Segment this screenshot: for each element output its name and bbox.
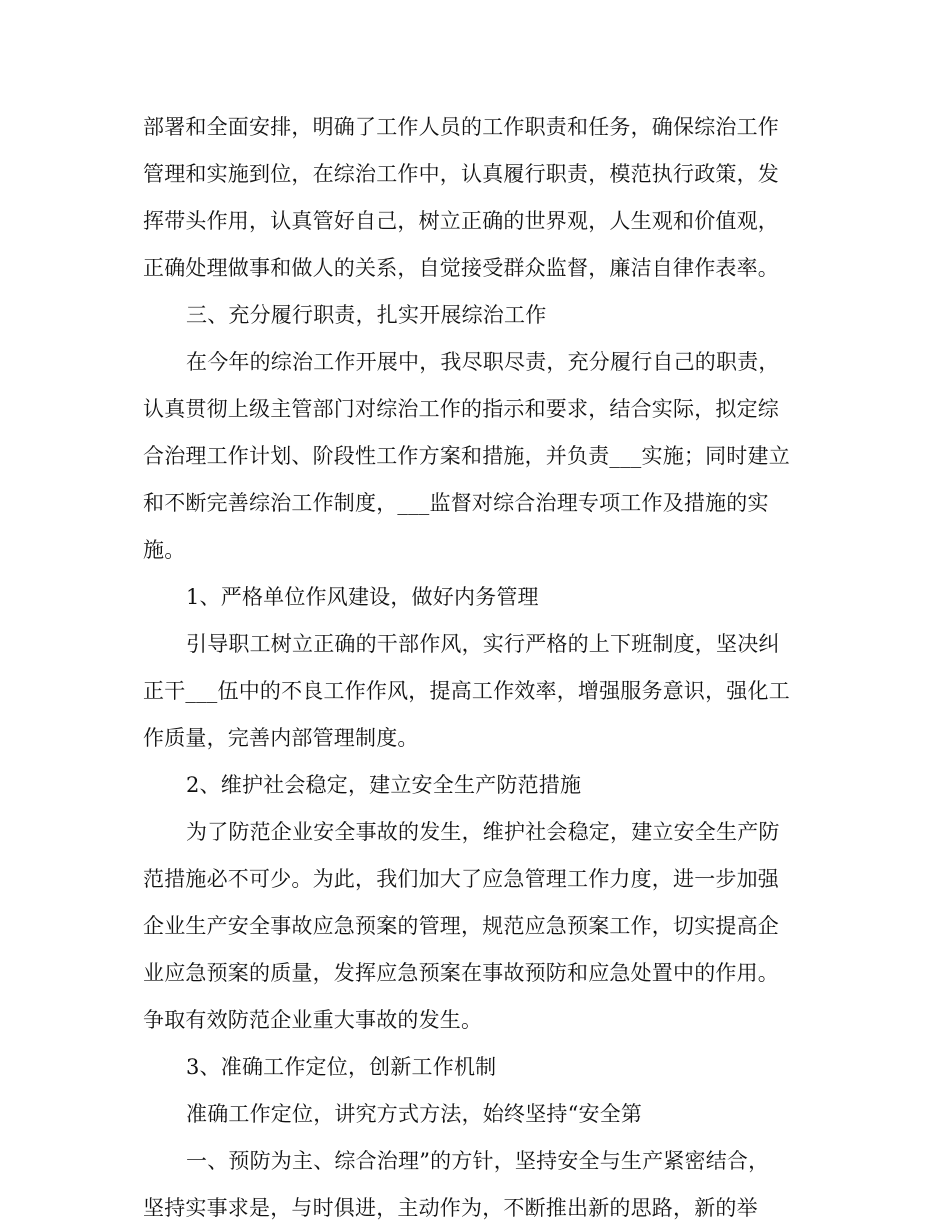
document-body [143,104,823,1232]
paragraph-first-line: 引导职工树立正确的干部作风，实行严格的上下班制度，坚决纠 [186,632,780,656]
paragraph-line: 正干___伍中的不良工作作风，提高工作效率，增强服务意识，强化工 [143,679,790,703]
paragraph-line: 和不断完善综治工作制度，___监督对综合治理专项工作及措施的实 [143,491,769,515]
paragraph-line: 施。 [143,538,186,562]
paragraph-first-line: 三、充分履行职责，扎实开展综治工作 [186,303,547,327]
paragraph-line: 业应急预案的质量，发挥应急预案在事故预防和应急处置中的作用。 [143,961,779,985]
paragraph-first-line: 2、维护社会稳定，建立安全生产防范措施 [186,773,582,797]
paragraph-first-line: 为了防范企业安全事故的发生，维护社会稳定，建立安全生产防 [186,820,780,844]
paragraph-first-line: 1、严格单位作风建设，做好内务管理 [186,585,539,609]
paragraph-first-line: 在今年的综治工作开展中，我尽职尽责，充分履行自己的职责， [186,350,780,374]
paragraph-first-line: 一、预防为主、综合治理”的方针，坚持安全与生产紧密结合， [186,1149,770,1173]
paragraph-first-line: 3、准确工作定位，创新工作机制 [186,1055,497,1079]
paragraph-line: 管理和实施到位，在综治工作中，认真履行职责，模范执行政策，发 [143,162,779,186]
paragraph-line: 正确处理做事和做人的关系，自觉接受群众监督，廉洁自律作表率。 [143,256,779,280]
paragraph-line: 作质量，完善内部管理制度。 [143,726,419,750]
paragraph-first-line: 准确工作定位，讲究方式方法，始终坚持“安全第 [186,1102,643,1126]
paragraph-line: 范措施必不可少。为此，我们加大了应急管理工作力度，进一步加强 [143,867,779,891]
paragraph-line: 争取有效防范企业重大事故的发生。 [143,1008,483,1032]
paragraph-line: 部署和全面安排，明确了工作人员的工作职责和任务，确保综治工作 [143,115,779,139]
paragraph-line: 坚持实事求是，与时俱进，主动作为，不断推出新的思路，新的举 [143,1196,758,1220]
paragraph-line: 合治理工作计划、阶段性工作方案和措施，并负责___实施；同时建立 [143,444,790,468]
paragraph-line: 认真贯彻上级主管部门对综治工作的指示和要求，结合实际，拟定综 [143,397,779,421]
paragraph-line: 挥带头作用，认真管好自己，树立正确的世界观，人生观和价值观， [143,209,779,233]
paragraph-line: 企业生产安全事故应急预案的管理，规范应急预案工作，切实提高企 [143,914,779,938]
